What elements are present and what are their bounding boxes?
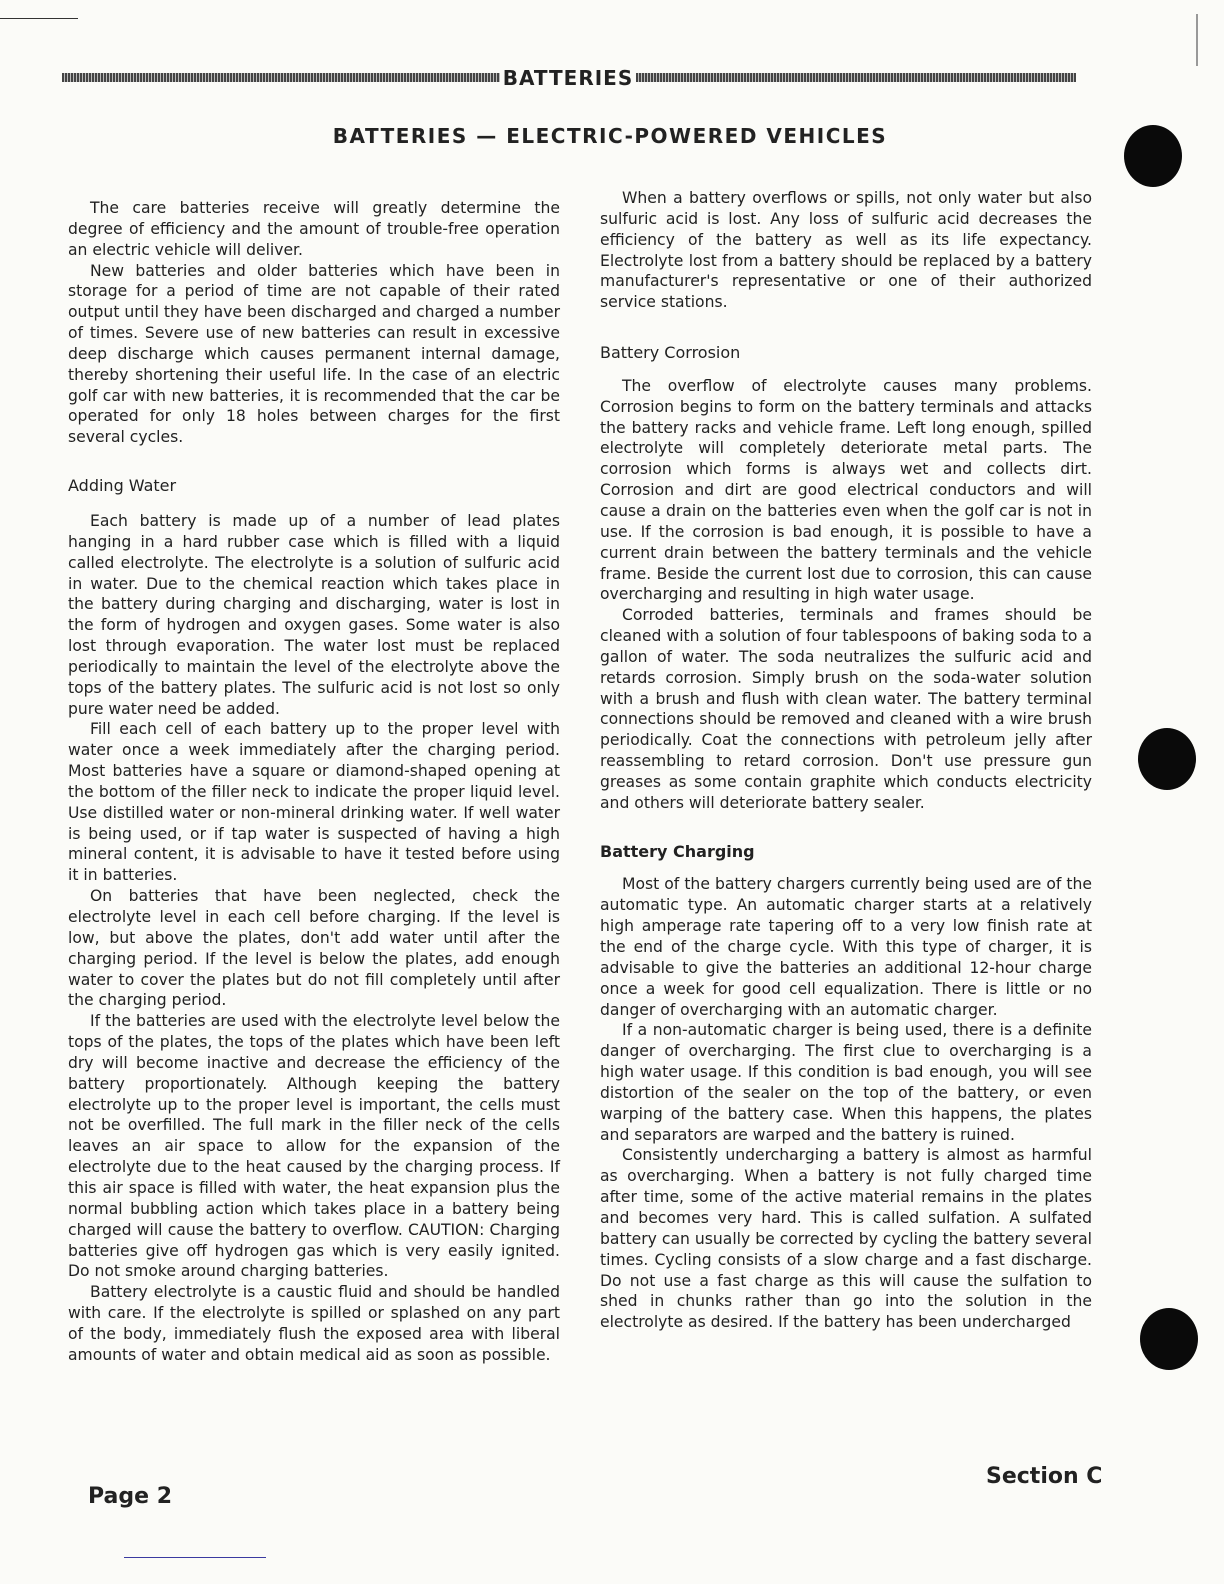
page-title: BATTERIES — ELECTRIC-POWERED VEHICLES <box>332 124 888 148</box>
right-column <box>600 188 1092 1333</box>
page-number: Page 2 <box>88 1484 173 1509</box>
bottom-rule <box>124 1557 266 1558</box>
adding-water-paragraph: Each battery is made up of a number of lead plates hanging in a hard rubber case which is filled with a liquid called electrolyte. The electrolyte is a solution of sulfuric acid in water. Due to the chemical reaction which takes place in the battery during charging and discharging, water is lost in the form of hydrogen and oxygen gases. Some water is also lost through evaporation. The water lost must be replaced periodically to maintain the level of the electrolyte above the tops of the battery plates. The sulfuric acid is not lost so only pure water need be added. <box>68 511 560 718</box>
charging-paragraph: If a non-automatic charger is being used, there is a definite danger of overcharging. The first clue to overcharging is a high water usage. If this condition is bad enough, you will see distortion of the sealer on the top of the battery, or even warping of the battery case. When this happens, the plates and separators are warped and the battery is ruined. <box>600 1021 1092 1144</box>
charging-paragraph: Consistently undercharging a battery is almost as harmful as overcharging. When a battery is not fully charged time after time, some of the active material remains in the plates and becomes very hard. This is called sulfation. A sulfated battery can usually be corrected by cycling the battery several times. Cycling consists of a slow charge and a fast discharge. Do not use a fast charge as this will cause the sulfation to shed in chunks rather than go into the solution in the electrolyte as desired. If the battery has been undercharged <box>600 1146 1092 1332</box>
header-rule-right <box>636 73 1076 82</box>
adding-water-paragraph: If the batteries are used with the electrolyte level below the tops of the plates, the tops of the plates which have been left dry will become inactive and decrease the efficiency of the battery proportionately. Although keeping the battery electrolyte up to the proper level is important, the cells must not be overfilled. The full mark in the filler neck of the cells leaves an air space to allow for the expansion of the electrolyte due to the heat caused by the charging process. If this air space is filled with water, the heat expansion plus the normal bubbling action which takes place in a battery being charged will cause the battery to overflow. CAUTION: Charging batteries give off hydrogen gas which is very easily ignited. Do not smoke around charging batteries. <box>68 1012 560 1281</box>
section-label: Section C <box>986 1464 1103 1489</box>
overflow-paragraph: When a battery overflows or spills, not only water but also sulfuric acid is lost. Any loss of sulfuric acid decreases the efficiency of the battery as well as its life expectancy. Electrolyte lost from a battery should be replaced by a battery manufacturer's representative or one of their authorized service stations. <box>600 189 1092 312</box>
punch-hole-bottom <box>1140 1308 1198 1370</box>
adding-water-paragraph: On batteries that have been neglected, check the electrolyte level in each cell before charging. If the level is low, but above the plates, don't add water until after the charging period. If the level is below the plates, add enough water to cover the plates but do not fill completely until after the charging period. <box>68 887 560 1010</box>
adding-water-paragraph: Battery electrolyte is a caustic fluid and should be handled with care. If the electrolyte is spilled or splashed on any part of the body, immediately flush the exposed area with liberal amounts of water and obtain medical aid as soon as possible. <box>68 1283 560 1364</box>
charging-paragraph: Most of the battery chargers currently being used are of the automatic type. An automatic charger starts at a relatively high amperage rate tapering off to a very low finish rate at the end of the charge cycle. With this type of charger, it is advisable to give the batteries an additional 12-hour charge once a week for good cell equalization. There is little or no danger of overcharging with an automatic charger. <box>600 875 1092 1019</box>
left-column <box>68 198 560 1366</box>
corrosion-paragraph: The overflow of electrolyte causes many problems. Corrosion begins to form on the battery terminals and attacks the battery racks and vehicle frame. Left long enough, spilled electrolyte will completely deteriorate metal parts. The corrosion which forms is always wet and collects dirt. Corrosion and dirt are good electrical conductors and will cause a drain on the batteries even when the golf car is not in use. If the corrosion is bad enough, it is possible to have a current drain between the battery terminals and the vehicle frame. Beside the current lost due to corrosion, this can cause overcharging and resulting in high water usage. <box>600 376 1092 604</box>
header-label: BATTERIES <box>502 66 634 90</box>
heading-battery-charging: Battery Charging <box>600 841 755 861</box>
running-header <box>62 66 1076 90</box>
punch-hole-top <box>1124 125 1182 187</box>
corrosion-paragraph: Corroded batteries, terminals and frames should be cleaned with a solution of four tablespoons of baking soda to a gallon of water. The soda neutralizes the sulfuric acid and retards corrosion. Simply brush on the soda-water solution with a brush and flush with clean water. The battery terminal connections should be removed and cleaned with a wire brush periodically. Coat the connections with petroleum jelly after reassembling to retard corrosion. Don't use pressure gun greases as some contain graphite which conducts electricity and others will deteriorate battery sealer. <box>600 606 1092 812</box>
intro-paragraph: The care batteries receive will greatly determine the degree of efficiency and the amount of trouble-free operation an electric vehicle will deliver. <box>68 199 560 259</box>
top-left-rule <box>0 18 78 19</box>
header-rule-left <box>62 73 500 82</box>
scan-edge-mark <box>1196 14 1198 66</box>
intro-paragraph: New batteries and older batteries which have been in storage for a period of time are not capable of their rated output until they have been discharged and charged a number of times. Severe use of new batteries can result in excessive deep discharge which causes permanent internal damage, thereby shortening their useful life. In the case of an electric golf car with new batteries, it is recommended that the car be operated for only 18 holes between charges for the first several cycles. <box>68 261 560 447</box>
heading-battery-corrosion: Battery Corrosion <box>600 343 741 363</box>
punch-hole-middle <box>1138 728 1196 790</box>
adding-water-paragraph: Fill each cell of each battery up to the proper level with water once a week immediately after the charging period. Most batteries have a square or diamond-shaped opening at the bottom of the filler neck to indicate the proper liquid level. Use distilled water or non-mineral drinking water. If well water is being used, or if tap water is suspected of having a high mineral content, it is advisable to have it tested before using it in batteries. <box>68 720 560 885</box>
heading-adding-water: Adding Water <box>68 476 177 496</box>
